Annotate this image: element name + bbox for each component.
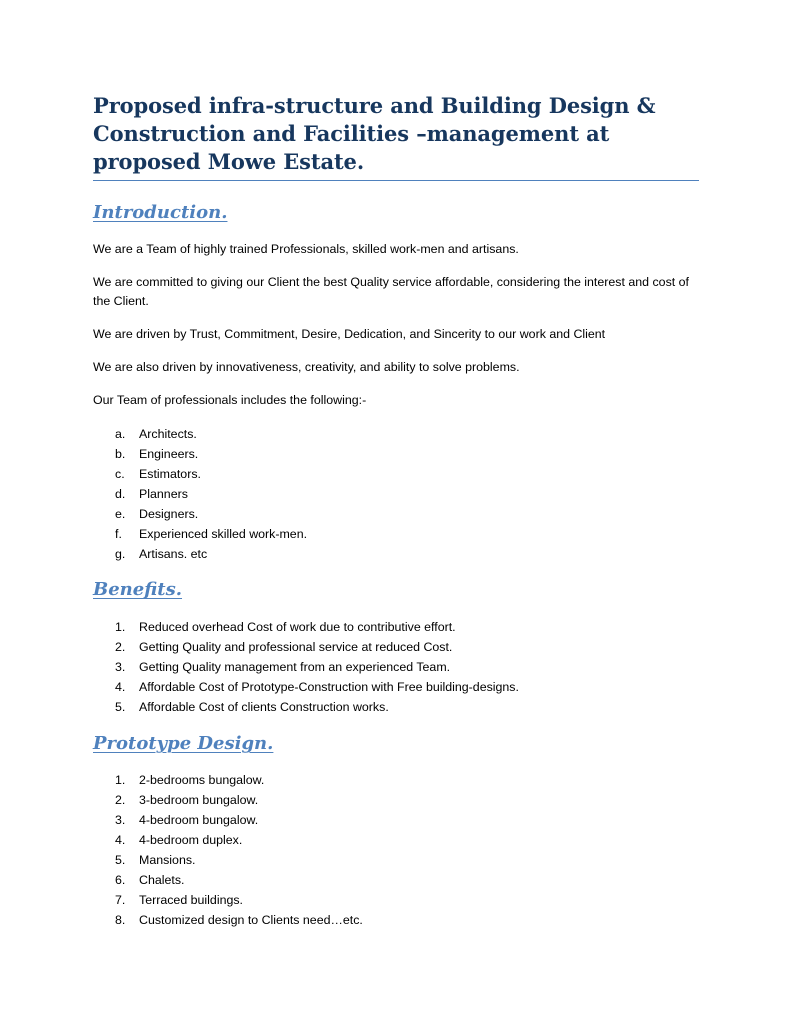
- list-item-text: Customized design to Clients need…etc.: [139, 913, 363, 927]
- list-item-text: Reduced overhead Cost of work due to contributive effort.: [139, 620, 456, 634]
- list-marker: 3.: [115, 813, 126, 827]
- list-marker: 5.: [115, 700, 126, 714]
- list-item-text: Artisans. etc: [139, 547, 208, 561]
- list-item-text: Affordable Cost of clients Construction works.: [139, 700, 389, 714]
- list-item-text: 3-bedroom bungalow.: [139, 793, 259, 807]
- list-marker: 2.: [115, 640, 126, 654]
- list-marker: 6.: [115, 873, 126, 887]
- list-marker: c.: [115, 467, 125, 481]
- introduction-heading: Introduction.: [93, 202, 228, 223]
- list-marker: 4.: [115, 833, 126, 847]
- list-item-text: Experienced skilled work-men.: [139, 527, 308, 541]
- title-divider: [93, 180, 699, 181]
- list-marker: 2.: [115, 793, 126, 807]
- list-marker: 1.: [115, 620, 126, 634]
- intro-paragraph-3: We are driven by Trust, Commitment, Desire, Dedication, and Sincerity to our work and Client: [93, 327, 606, 341]
- list-marker: 4.: [115, 680, 126, 694]
- list-item-text: Estimators.: [139, 467, 201, 481]
- list-item-text: Designers.: [139, 507, 199, 521]
- list-marker: 5.: [115, 853, 126, 867]
- list-item-text: Terraced buildings.: [139, 893, 244, 907]
- list-item-text: Architects.: [139, 427, 197, 441]
- list-item-text: Getting Quality management from an experienced Team.: [139, 660, 451, 674]
- intro-paragraph-4: We are also driven by innovativeness, creativity, and ability to solve problems.: [93, 360, 520, 374]
- list-item-text: Chalets.: [139, 873, 185, 887]
- document-title: Proposed infra-structure and Building Design & Construction and Facilities –management at proposed Mowe Estate.: [93, 93, 656, 174]
- intro-paragraph-2: We are committed to giving our Client the best Quality service affordable, considering the interest and cost of the Client.: [93, 275, 689, 308]
- list-marker: 3.: [115, 660, 126, 674]
- list-item-text: Engineers.: [139, 447, 199, 461]
- prototype-design-heading: Prototype Design.: [93, 733, 274, 754]
- benefits-heading: Benefits.: [93, 579, 183, 600]
- list-item-text: Planners: [139, 487, 188, 501]
- list-item-text: 2-bedrooms bungalow.: [139, 773, 265, 787]
- list-item-text: Mansions.: [139, 853, 196, 867]
- list-marker: e.: [115, 507, 126, 521]
- list-marker: a.: [115, 427, 126, 441]
- list-item-text: Affordable Cost of Prototype-Construction with Free building-designs.: [139, 680, 519, 694]
- list-marker: f.: [115, 527, 122, 541]
- list-item-text: 4-bedroom duplex.: [139, 833, 243, 847]
- list-marker: b.: [115, 447, 126, 461]
- intro-paragraph-5: Our Team of professionals includes the following:-: [93, 393, 367, 407]
- list-marker: d.: [115, 487, 126, 501]
- list-marker: g.: [115, 547, 126, 561]
- intro-paragraph-1: We are a Team of highly trained Professionals, skilled work-men and artisans.: [93, 242, 519, 256]
- list-item-text: 4-bedroom bungalow.: [139, 813, 259, 827]
- list-marker: 1.: [115, 773, 126, 787]
- list-item-text: Getting Quality and professional service at reduced Cost.: [139, 640, 453, 654]
- list-marker: 7.: [115, 893, 126, 907]
- list-marker: 8.: [115, 913, 126, 927]
